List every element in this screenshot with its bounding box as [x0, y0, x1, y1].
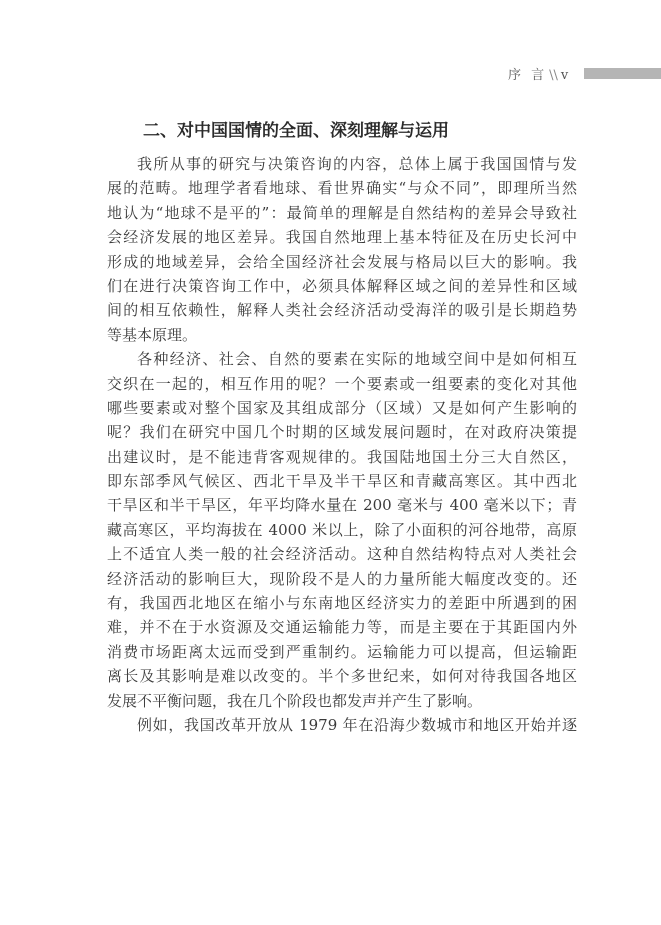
paragraph-line: 等基本原理。 [107, 325, 198, 344]
paragraph [107, 347, 577, 713]
paragraph-line: 地认为“地球不是平的”：最简单的理解是自然结构的差异会导致社 [107, 203, 577, 222]
running-head-label: 序 言 [508, 68, 548, 83]
paragraph [107, 152, 577, 347]
running-head-separator: \\ [549, 68, 558, 83]
paragraph-line: 各种经济、社会、自然的要素在实际的地域空间中是如何相互 [137, 350, 577, 369]
section-title: 二、对中国国情的全面、深刻理解与运用 [143, 121, 449, 141]
running-head [508, 64, 568, 83]
paragraph-line: 干旱区和半干旱区，年平均降水量在 200 毫米与 400 毫米以下；青 [107, 496, 577, 515]
header-decorative-bar [584, 68, 661, 79]
paragraph-line: 例如，我国改革开放从 1979 年在沿海少数城市和地区开始并逐 [137, 715, 577, 734]
paragraph-line: 交织在一起的，相互作用的呢？一个要素或一组要素的变化对其他 [107, 374, 577, 393]
paragraph-line: 上不适宜人类一般的社会经济活动。这种自然结构特点对人类社会 [107, 545, 577, 564]
paragraph-line: 间的相互依赖性，解释人类社会经济活动受海洋的吸引是长期趋势 [107, 301, 577, 320]
paragraph-line: 出建议时，是不能违背客观规律的。我国陆地国土分三大自然区， [107, 447, 577, 466]
paragraph-line: 哪些要素或对整个国家及其组成部分（区域）又是如何产生影响的 [107, 398, 577, 417]
paragraph [107, 713, 577, 737]
paragraph-line: 呢？我们在研究中国几个时期的区域发展问题时，在对政府决策提 [107, 423, 577, 442]
paragraph-line: 难，并不在于水资源及交通运输能力等，而是主要在于其距国内外 [107, 618, 577, 637]
paragraph-line: 展的范畴。地理学者看地球、看世界确实“与众不同”，即理所当然 [107, 179, 577, 198]
paragraph-line: 藏高寒区，平均海拔在 4000 米以上，除了小面积的河谷地带，高原 [107, 520, 577, 539]
paragraph-line: 们在进行决策咨询工作中，必须具体解释区域之间的差异性和区域 [107, 276, 577, 295]
paragraph-line: 离长及其影响是难以改变的。半个多世纪来，如何对待我国各地区 [107, 667, 577, 686]
page-number: v [560, 68, 569, 83]
paragraph-line: 有，我国西北地区在缩小与东南地区经济实力的差距中所遇到的困 [107, 594, 577, 613]
paragraph-line: 消费市场距离太远而受到严重制约。运输能力可以提高，但运输距 [107, 642, 577, 661]
paragraph-line: 形成的地域差异，会给全国经济社会发展与格局以巨大的影响。我 [107, 252, 577, 271]
paragraph-line: 发展不平衡问题，我在几个阶段也都发声并产生了影响。 [107, 691, 483, 710]
body-text [107, 152, 577, 737]
paragraph-line: 即东部季风气候区、西北干旱及半干旱区和青藏高寒区。其中西北 [107, 472, 577, 491]
paragraph-line: 会经济发展的地区差异。我国自然地理上基本特征及在历史长河中 [107, 228, 577, 247]
paragraph-line: 经济活动的影响巨大，现阶段不是人的力量所能大幅度改变的。还 [107, 569, 577, 588]
paragraph-line: 我所从事的研究与决策咨询的内容，总体上属于我国国情与发 [137, 155, 577, 173]
